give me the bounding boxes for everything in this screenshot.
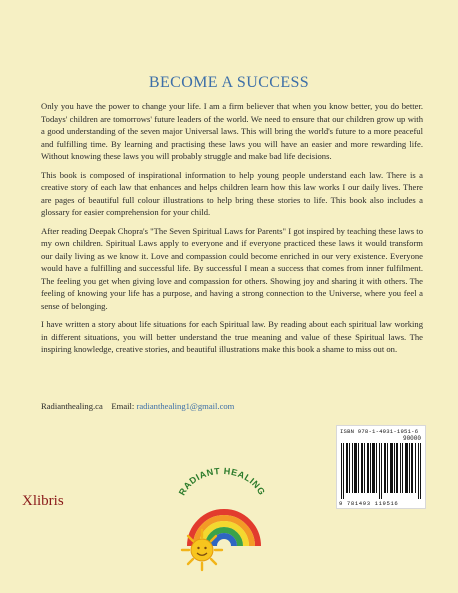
website-link[interactable]: Radianthealing.ca bbox=[41, 401, 103, 411]
barcode bbox=[336, 425, 426, 509]
isbn-text: ISBN 978-1-4931-1951-6 bbox=[340, 428, 419, 435]
paragraph-2: This book is composed of inspirational information to help young people understand each law. There is a creative story of each law that enhances and helps children learn how this law works I our daily lives. There are pages of beautiful full colour illustrations to help bring these stories to life. This book also includes a glossary for easier comprehension for your child. bbox=[41, 169, 423, 217]
paragraph-4: I have written a story about life situations for each Spiritual law. By reading about each spiritual law working in different situations, you will better understand the true meaning and value of these Spiritual laws. The inspiring knowledge, creative stories, and beautiful illustrations make this book a shame to miss out on. bbox=[41, 319, 423, 354]
rainbow-sun-icon bbox=[172, 462, 272, 572]
publisher-logo: Xlibris bbox=[22, 493, 64, 509]
page-title: BECOME A SUCCESS bbox=[148, 74, 310, 91]
barcode-digits: 9 781493 119516 bbox=[339, 500, 399, 507]
email-link[interactable]: radianthealing1@gmail.com bbox=[136, 401, 235, 411]
paragraph-3: After reading Deepak Chopra's "The Seven Spiritual Laws for Parents" I got inspired by teaching these laws to my own children. Spiritual Laws apply to everyone and if everyone practiced these laws it would transform our daily living as we know it. Love and compassion could become enriched in our very existence. Everyone would have a fulfilling and successful life. By successful I mean a success that comes from inner fulfilment. The feeling you get when giving love and compassion for others. Showing joy and sharing it with others. The feeling of knowing your life has a purpose, and having a strong connection to the Universe, where you feel a sense of belonging. bbox=[41, 225, 423, 311]
email-label: Email: bbox=[111, 401, 135, 411]
radiant-healing-logo bbox=[172, 462, 272, 577]
price-code: 90000 bbox=[402, 435, 421, 442]
logo-text: RADIANT HEALING bbox=[176, 465, 268, 498]
body-text bbox=[41, 100, 423, 362]
barcode-bars-icon bbox=[341, 443, 423, 499]
contact-line bbox=[41, 401, 234, 411]
paragraph-1: Only you have the power to change your life. I am a firm believer that when you know better, you do better. Todays' children are tomorrows' future leaders of the world. We need to ensure that our children grow up with a good understanding of the seven major Universal laws. This will bring the world's future to a more peaceful and fulfilling time. By learning and practising these laws you will have an easier and more rewarding life. Without knowing these laws you will probably struggle and make bad life decisions. bbox=[41, 101, 423, 161]
